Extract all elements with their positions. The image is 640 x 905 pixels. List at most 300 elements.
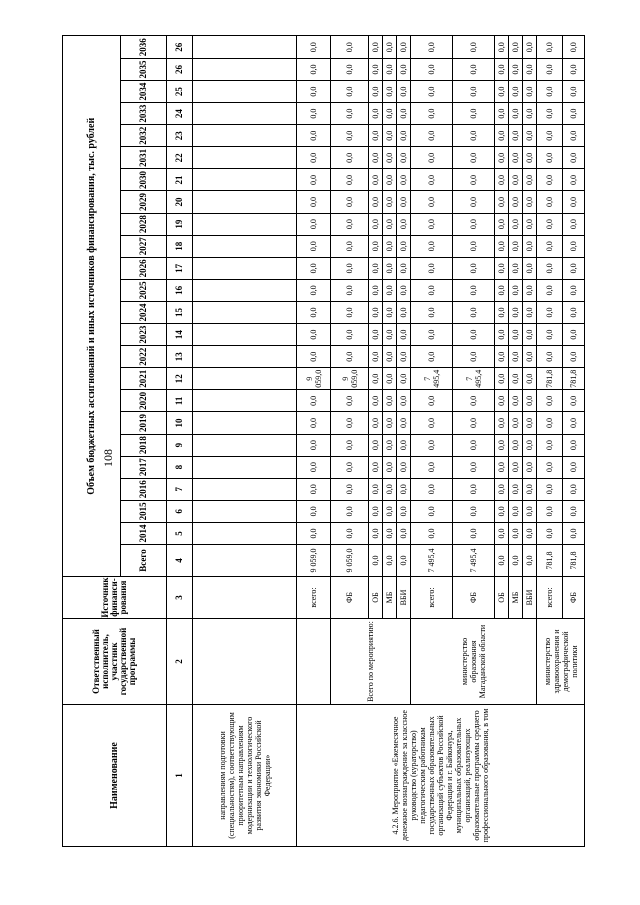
year-value-cell: 0,0	[453, 434, 495, 456]
year-value-cell: 0,0	[509, 257, 523, 279]
column-number: 18	[167, 235, 193, 257]
year-value-cell: 0,0	[523, 522, 537, 544]
year-value-cell: 0,0	[537, 279, 563, 301]
year-value-cell: 0,0	[523, 456, 537, 478]
year-value-cell: 0,0	[495, 324, 509, 346]
year-value-cell: 0,0	[537, 213, 563, 235]
year-value-cell: 0,0	[369, 368, 383, 390]
year-value-cell: 0,0	[369, 81, 383, 103]
empty-cell	[193, 36, 297, 58]
year-value-cell: 0,0	[297, 235, 331, 257]
year-value-cell: 0,0	[509, 478, 523, 500]
year-value-cell: 0,0	[537, 125, 563, 147]
year-value-cell: 0,0	[509, 169, 523, 191]
source-cell: ФБ	[563, 577, 585, 619]
year-value-cell: 0,0	[537, 257, 563, 279]
year-value-cell: 0,0	[397, 279, 411, 301]
year-value-cell: 0,0	[495, 213, 509, 235]
year-value-cell: 0,0	[297, 125, 331, 147]
source-cell: ФБ	[331, 577, 369, 619]
column-number: 15	[167, 301, 193, 323]
year-value-cell: 0,0	[453, 522, 495, 544]
year-value-cell: 0,0	[383, 412, 397, 434]
year-value-cell: 0,0	[523, 301, 537, 323]
year-value-cell: 0,0	[331, 103, 369, 125]
year-value-cell: 0,0	[495, 257, 509, 279]
year-value-cell: 0,0	[523, 125, 537, 147]
header-year: 2018	[121, 434, 167, 456]
column-number: 4	[167, 545, 193, 577]
column-number: 16	[167, 279, 193, 301]
year-value-cell: 0,0	[397, 103, 411, 125]
year-value-cell: 0,0	[369, 191, 383, 213]
year-value-cell: 7 495,4	[411, 368, 453, 390]
year-value-cell: 0,0	[537, 58, 563, 80]
year-value-cell: 0,0	[453, 390, 495, 412]
year-value-cell: 0,0	[397, 324, 411, 346]
year-value-cell: 0,0	[331, 125, 369, 147]
header-year: 2034	[121, 81, 167, 103]
source-cell: МБ	[509, 577, 523, 619]
year-value-cell: 0,0	[397, 81, 411, 103]
year-value-cell: 0,0	[383, 478, 397, 500]
year-value-cell: 0,0	[397, 58, 411, 80]
year-value-cell: 0,0	[411, 169, 453, 191]
year-value-cell: 0,0	[509, 279, 523, 301]
year-value-cell: 0,0	[369, 58, 383, 80]
year-value-cell: 0,0	[495, 390, 509, 412]
year-value-cell: 0,0	[453, 213, 495, 235]
year-value-cell: 0,0	[397, 368, 411, 390]
year-value-cell: 0,0	[397, 301, 411, 323]
year-value-cell: 0,0	[495, 301, 509, 323]
year-value-cell: 0,0	[411, 301, 453, 323]
year-value-cell: 0,0	[523, 500, 537, 522]
year-value-cell: 0,0	[369, 125, 383, 147]
year-value-cell: 0,0	[411, 500, 453, 522]
column-number: 5	[167, 522, 193, 544]
year-value-cell: 0,0	[411, 191, 453, 213]
year-value-cell: 0,0	[563, 522, 585, 544]
year-value-cell: 0,0	[411, 36, 453, 58]
empty-cell	[193, 147, 297, 169]
year-value-cell: 0,0	[383, 390, 397, 412]
responsible-ministry-education: министерство образования Магаданской области	[411, 619, 537, 705]
year-value-cell: 0,0	[509, 368, 523, 390]
year-value-cell: 0,0	[397, 191, 411, 213]
year-value-cell: 0,0	[369, 346, 383, 368]
year-value-cell: 0,0	[453, 346, 495, 368]
year-value-cell: 0,0	[383, 147, 397, 169]
year-value-cell: 0,0	[509, 213, 523, 235]
source-cell: ОБ	[495, 577, 509, 619]
year-value-cell: 0,0	[537, 324, 563, 346]
year-value-cell: 0,0	[297, 522, 331, 544]
empty-cell	[193, 301, 297, 323]
source-cell: всего:	[411, 577, 453, 619]
column-number: 19	[167, 213, 193, 235]
year-value-cell: 0,0	[331, 390, 369, 412]
empty-cell	[193, 58, 297, 80]
year-value-cell: 0,0	[411, 456, 453, 478]
year-value-cell: 0,0	[331, 434, 369, 456]
empty-cell	[193, 257, 297, 279]
year-value-cell: 0,0	[495, 235, 509, 257]
year-value-cell: 0,0	[537, 456, 563, 478]
year-value-cell: 0,0	[495, 434, 509, 456]
year-value-cell: 0,0	[383, 191, 397, 213]
year-value-cell: 0,0	[495, 191, 509, 213]
year-value-cell: 0,0	[369, 279, 383, 301]
year-value-cell: 0,0	[509, 500, 523, 522]
header-year: 2026	[121, 257, 167, 279]
empty-cell	[193, 235, 297, 257]
year-value-cell: 0,0	[369, 169, 383, 191]
responsible-ministry-health: министерство здравоохранения и демографической политики	[537, 619, 585, 705]
empty-cell	[193, 346, 297, 368]
header-year: 2023	[121, 324, 167, 346]
year-value-cell: 0,0	[297, 279, 331, 301]
year-value-cell: 0,0	[297, 456, 331, 478]
year-value-cell: 0,0	[397, 500, 411, 522]
header-responsible: Ответственный исполнитель, участник государственной программы	[63, 619, 167, 705]
year-value-cell: 0,0	[523, 412, 537, 434]
year-value-cell: 0,0	[411, 147, 453, 169]
header-year: 2019	[121, 412, 167, 434]
year-value-cell: 0,0	[369, 36, 383, 58]
source-cell: ОБ	[369, 577, 383, 619]
year-value-cell: 0,0	[411, 346, 453, 368]
year-value-cell: 0,0	[411, 279, 453, 301]
year-value-cell: 0,0	[383, 58, 397, 80]
empty-cell	[193, 500, 297, 522]
year-value-cell: 0,0	[383, 346, 397, 368]
header-year: 2029	[121, 191, 167, 213]
year-value-cell: 0,0	[509, 58, 523, 80]
total-cell: 0,0	[369, 545, 383, 577]
source-cell: МБ	[383, 577, 397, 619]
year-value-cell: 0,0	[411, 257, 453, 279]
year-value-cell: 0,0	[563, 191, 585, 213]
year-value-cell: 0,0	[297, 478, 331, 500]
header-name: Наименование	[63, 705, 167, 847]
year-value-cell: 0,0	[369, 324, 383, 346]
year-value-cell: 0,0	[563, 169, 585, 191]
year-value-cell: 0,0	[453, 81, 495, 103]
year-value-cell: 0,0	[523, 81, 537, 103]
year-value-cell: 0,0	[369, 478, 383, 500]
year-value-cell: 0,0	[411, 412, 453, 434]
year-value-cell: 0,0	[509, 434, 523, 456]
year-value-cell: 0,0	[563, 434, 585, 456]
year-value-cell: 0,0	[563, 301, 585, 323]
year-value-cell: 0,0	[495, 279, 509, 301]
year-value-cell: 0,0	[397, 147, 411, 169]
column-number: 23	[167, 125, 193, 147]
year-value-cell: 0,0	[563, 390, 585, 412]
year-value-cell: 0,0	[453, 279, 495, 301]
year-value-cell: 0,0	[563, 279, 585, 301]
header-year: 2017	[121, 456, 167, 478]
year-value-cell: 0,0	[523, 368, 537, 390]
column-number: 26	[167, 36, 193, 58]
year-value-cell: 781,8	[537, 368, 563, 390]
empty-cell	[193, 213, 297, 235]
year-value-cell: 0,0	[563, 103, 585, 125]
year-value-cell: 0,0	[495, 58, 509, 80]
year-value-cell: 0,0	[411, 81, 453, 103]
year-value-cell: 0,0	[383, 500, 397, 522]
year-value-cell: 0,0	[563, 324, 585, 346]
empty-cell	[193, 545, 297, 577]
column-number: 21	[167, 169, 193, 191]
year-value-cell: 0,0	[397, 235, 411, 257]
header-funding: Объем бюджетных ассигнований и иных источников финансирования, тыс. рублей	[63, 36, 121, 577]
year-value-cell: 0,0	[509, 103, 523, 125]
year-value-cell: 0,0	[331, 36, 369, 58]
year-value-cell: 0,0	[297, 390, 331, 412]
total-cell: 7 495,4	[453, 545, 495, 577]
year-value-cell: 0,0	[537, 301, 563, 323]
year-value-cell: 0,0	[397, 36, 411, 58]
year-value-cell: 0,0	[509, 456, 523, 478]
year-value-cell: 0,0	[369, 522, 383, 544]
year-value-cell: 0,0	[537, 434, 563, 456]
year-value-cell: 0,0	[397, 213, 411, 235]
column-number: 17	[167, 257, 193, 279]
year-value-cell: 0,0	[563, 81, 585, 103]
year-value-cell: 0,0	[563, 500, 585, 522]
year-value-cell: 0,0	[383, 81, 397, 103]
year-value-cell: 0,0	[537, 500, 563, 522]
header-year: 2020	[121, 390, 167, 412]
header-year: 2028	[121, 213, 167, 235]
year-value-cell: 0,0	[411, 478, 453, 500]
year-value-cell: 0,0	[523, 191, 537, 213]
year-value-cell: 0,0	[369, 235, 383, 257]
year-value-cell: 0,0	[495, 169, 509, 191]
year-value-cell: 0,0	[495, 125, 509, 147]
funding-table	[62, 35, 585, 847]
year-value-cell: 0,0	[331, 301, 369, 323]
column-number: 1	[167, 705, 193, 847]
year-value-cell: 0,0	[369, 301, 383, 323]
year-value-cell: 0,0	[297, 169, 331, 191]
year-value-cell: 0,0	[331, 500, 369, 522]
year-value-cell: 0,0	[495, 368, 509, 390]
header-year: 2027	[121, 235, 167, 257]
year-value-cell: 0,0	[331, 169, 369, 191]
year-value-cell: 0,0	[297, 103, 331, 125]
column-number: 24	[167, 103, 193, 125]
year-value-cell: 0,0	[297, 346, 331, 368]
empty-cell	[193, 412, 297, 434]
total-cell: 9 059,0	[331, 545, 369, 577]
year-value-cell: 0,0	[563, 478, 585, 500]
year-value-cell: 0,0	[411, 522, 453, 544]
year-value-cell: 0,0	[297, 500, 331, 522]
year-value-cell: 0,0	[331, 235, 369, 257]
empty-cell	[193, 191, 297, 213]
year-value-cell: 0,0	[297, 191, 331, 213]
year-value-cell: 0,0	[495, 500, 509, 522]
year-value-cell: 0,0	[453, 301, 495, 323]
year-value-cell: 0,0	[397, 169, 411, 191]
column-number: 12	[167, 368, 193, 390]
year-value-cell: 0,0	[297, 81, 331, 103]
year-value-cell: 0,0	[453, 36, 495, 58]
year-value-cell: 0,0	[411, 434, 453, 456]
header-year: 2022	[121, 346, 167, 368]
year-value-cell: 0,0	[537, 103, 563, 125]
year-value-cell: 0,0	[495, 522, 509, 544]
year-value-cell: 0,0	[563, 125, 585, 147]
measure-name: 4.2.6. Мероприятие «Ежемесячное денежное вознаграждение за классное руководство (кураторство) педагогическим работникам государственных образовательных организаций субъектов Российской Федерации и г. Байконура, муниципальных образовательных организаций, реализующих образовательные программы среднего профессионального образования, в том	[297, 705, 585, 847]
year-value-cell: 0,0	[523, 279, 537, 301]
year-value-cell: 0,0	[383, 235, 397, 257]
source-cell: ВБИ	[397, 577, 411, 619]
header-year: 2033	[121, 103, 167, 125]
year-value-cell: 0,0	[509, 235, 523, 257]
total-cell: 9 059,0	[297, 545, 331, 577]
year-value-cell: 0,0	[537, 522, 563, 544]
column-number: 10	[167, 412, 193, 434]
total-cell: 0,0	[383, 545, 397, 577]
year-value-cell: 0,0	[383, 324, 397, 346]
source-cell: всего:	[297, 577, 331, 619]
table-row	[63, 36, 121, 847]
year-value-cell: 0,0	[453, 412, 495, 434]
year-value-cell: 0,0	[383, 301, 397, 323]
year-value-cell: 0,0	[397, 456, 411, 478]
year-value-cell: 0,0	[537, 412, 563, 434]
empty-cell	[193, 324, 297, 346]
empty-cell	[193, 522, 297, 544]
year-value-cell: 0,0	[369, 390, 383, 412]
year-value-cell: 0,0	[453, 478, 495, 500]
year-value-cell: 0,0	[397, 412, 411, 434]
column-number: 9	[167, 434, 193, 456]
year-value-cell: 0,0	[523, 324, 537, 346]
empty-cell	[193, 434, 297, 456]
year-value-cell: 0,0	[369, 213, 383, 235]
year-value-cell: 9 059,0	[331, 368, 369, 390]
year-value-cell: 0,0	[397, 346, 411, 368]
year-value-cell: 0,0	[411, 213, 453, 235]
year-value-cell: 0,0	[297, 147, 331, 169]
year-value-cell: 0,0	[297, 324, 331, 346]
year-value-cell: 0,0	[453, 103, 495, 125]
year-value-cell: 0,0	[509, 191, 523, 213]
year-value-cell: 0,0	[383, 125, 397, 147]
header-year: 2035	[121, 58, 167, 80]
year-value-cell: 0,0	[453, 257, 495, 279]
year-value-cell: 0,0	[453, 125, 495, 147]
header-year: 2031	[121, 147, 167, 169]
column-number: 8	[167, 456, 193, 478]
year-value-cell: 0,0	[369, 257, 383, 279]
year-value-cell: 0,0	[331, 81, 369, 103]
year-value-cell: 0,0	[397, 434, 411, 456]
year-value-cell: 0,0	[453, 500, 495, 522]
empty-cell	[193, 279, 297, 301]
year-value-cell: 0,0	[495, 81, 509, 103]
continued-item-name: направлениям подготовки (специальностям), соответствующим приоритетным направлениям модернизации и технологического развития экономики Российской Федерации»	[193, 705, 297, 847]
year-value-cell: 0,0	[383, 434, 397, 456]
year-value-cell: 0,0	[297, 257, 331, 279]
year-value-cell: 0,0	[369, 412, 383, 434]
year-value-cell: 0,0	[495, 346, 509, 368]
header-year: 2036	[121, 36, 167, 58]
year-value-cell: 0,0	[453, 169, 495, 191]
year-value-cell: 0,0	[369, 147, 383, 169]
year-value-cell: 0,0	[331, 279, 369, 301]
empty-cell	[193, 478, 297, 500]
year-value-cell: 0,0	[537, 390, 563, 412]
year-value-cell: 0,0	[383, 279, 397, 301]
year-value-cell: 0,0	[331, 346, 369, 368]
year-value-cell: 7 495,4	[453, 368, 495, 390]
header-year: 2015	[121, 500, 167, 522]
year-value-cell: 0,0	[383, 36, 397, 58]
year-value-cell: 0,0	[383, 456, 397, 478]
source-cell: всего:	[537, 577, 563, 619]
year-value-cell: 0,0	[509, 301, 523, 323]
total-cell: 781,8	[563, 545, 585, 577]
year-value-cell: 0,0	[509, 125, 523, 147]
year-value-cell: 0,0	[563, 213, 585, 235]
year-value-cell: 0,0	[537, 346, 563, 368]
year-value-cell: 781,8	[563, 368, 585, 390]
year-value-cell: 0,0	[411, 103, 453, 125]
total-cell: 0,0	[495, 545, 509, 577]
empty-cell	[193, 368, 297, 390]
column-number: 14	[167, 324, 193, 346]
header-year: 2030	[121, 169, 167, 191]
year-value-cell: 0,0	[383, 213, 397, 235]
header-year: 2021	[121, 368, 167, 390]
empty-cell	[193, 390, 297, 412]
year-value-cell: 0,0	[523, 103, 537, 125]
header-year: 2025	[121, 279, 167, 301]
year-value-cell: 0,0	[495, 456, 509, 478]
year-value-cell: 0,0	[453, 58, 495, 80]
year-value-cell: 0,0	[563, 456, 585, 478]
year-value-cell: 0,0	[297, 412, 331, 434]
year-value-cell: 0,0	[369, 434, 383, 456]
column-number: 22	[167, 147, 193, 169]
column-number: 20	[167, 191, 193, 213]
total-cell: 0,0	[523, 545, 537, 577]
year-value-cell: 0,0	[397, 125, 411, 147]
year-value-cell: 0,0	[563, 235, 585, 257]
year-value-cell: 0,0	[563, 346, 585, 368]
year-value-cell: 0,0	[495, 412, 509, 434]
column-number: 3	[167, 577, 193, 619]
year-value-cell: 0,0	[331, 191, 369, 213]
year-value-cell: 0,0	[523, 169, 537, 191]
year-value-cell: 0,0	[523, 147, 537, 169]
year-value-cell: 0,0	[297, 58, 331, 80]
empty-cell	[193, 169, 297, 191]
year-value-cell: 0,0	[383, 169, 397, 191]
year-value-cell: 0,0	[331, 456, 369, 478]
source-cell: ФБ	[453, 577, 495, 619]
year-value-cell: 0,0	[509, 346, 523, 368]
total-cell: 7 495,4	[411, 545, 453, 577]
year-value-cell: 0,0	[453, 147, 495, 169]
empty-cell	[193, 577, 297, 619]
